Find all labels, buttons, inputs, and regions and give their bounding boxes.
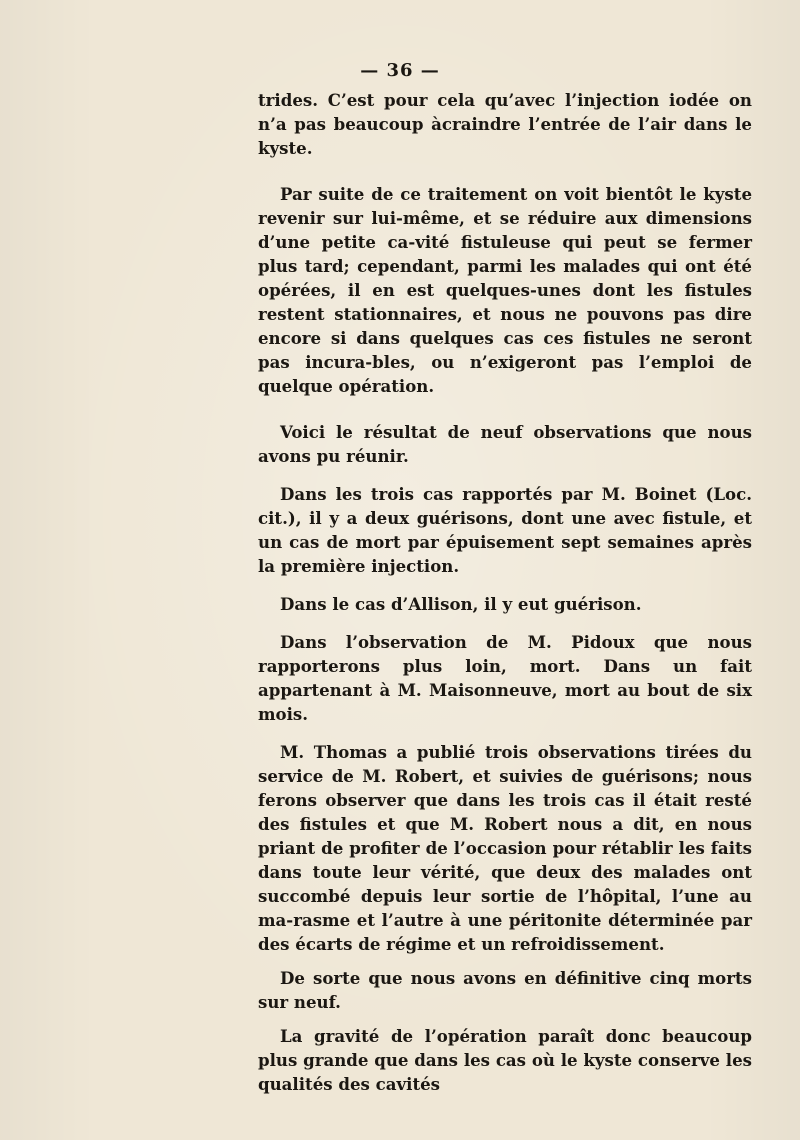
paragraph-allison: Dans le cas d’Allison, il y eut guérison. [280,594,642,614]
paragraph-pidoux: Dans l’observation de M. Pidoux que nous rapporterons plus loin, mort. Dans un fait appartenant à M. Maisonneuve, mort au bout de six mois. [258,632,752,724]
paragraph-observations-intro: Voici le résultat de neuf observations que nous avons pu réunir. [258,422,752,466]
body-text [258,88,752,1096]
paragraph-summary: De sorte que nous avons en définitive cinq morts sur neuf. [258,968,752,1012]
paragraph-gravity: La gravité de l’opération paraît donc beaucoup plus grande que dans les cas où le kyste conserve les qualités des cavités [258,1026,752,1094]
paragraph-thomas: M. Thomas a publié trois observations tirées du service de M. Robert, et suivies de guérisons; nous ferons observer que dans les trois cas il était resté des fistules et que M. Robert nous a dit, en nous priant de profiter de l’occasion pour rétablir les faits dans toute leur vérité, que deux des malades ont succombé depuis leur sortie de l’hôpital, l’une au ma-rasme et l’autre à une péritonite déterminée par des écarts de régime et un refroidissement. [258,742,752,954]
page-number: — 36 — [360,60,440,81]
paragraph-boinet: Dans les trois cas rapportés par M. Boinet (Loc. cit.), il y a deux guérisons, dont une avec fistule, et un cas de mort par épuisement sept semaines après la première injection. [258,484,752,576]
paragraph-continued: trides. C’est pour cela qu’avec l’injection iodée on n’a pas beaucoup àcraindre l’entrée de l’air dans le kyste. [258,90,752,158]
paragraph-treatment: Par suite de ce traitement on voit bientôt le kyste revenir sur lui-même, et se réduire aux dimensions d’une petite ca-vité fistuleuse qui peut se fermer plus tard; cependant, parmi les malades qui ont été opérées, il en est quelques-unes dont les fistules restent stationnaires, et nous ne pouvons pas dire encore si dans quelques cas ces fistules ne seront pas incura-bles, ou n’exigeront pas l’emploi de quelque opération. [258,184,752,396]
